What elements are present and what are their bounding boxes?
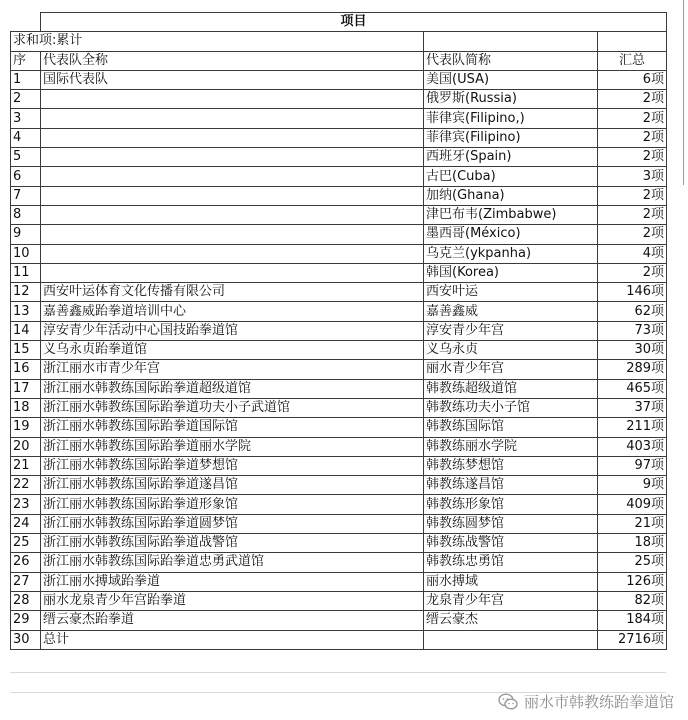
- wechat-icon: [498, 693, 518, 711]
- row-seq: 30: [11, 630, 41, 649]
- row-short-name: 韩教练梦想馆: [424, 456, 598, 475]
- row-short-name: 韩教练超级道馆: [424, 379, 598, 398]
- row-seq: 29: [11, 611, 41, 630]
- row-seq: 22: [11, 476, 41, 495]
- row-total: 97项: [598, 456, 667, 475]
- row-full-name: [41, 186, 424, 205]
- row-total: 37项: [598, 398, 667, 417]
- table-row: [11, 186, 667, 205]
- row-full-name: 义乌永贞跆拳道馆: [41, 341, 424, 360]
- row-short-name: 西安叶运: [424, 283, 598, 302]
- row-seq: 17: [11, 379, 41, 398]
- table-row: [11, 148, 667, 167]
- row-full-name: 浙江丽水韩教练国际跆拳道梦想馆: [41, 456, 424, 475]
- row-total: 2项: [598, 263, 667, 282]
- row-short-name: 龙泉青少年宫: [424, 591, 598, 610]
- row-full-name: 西安叶运体育文化传播有限公司: [41, 283, 424, 302]
- header-full-name: 代表队全称: [41, 51, 424, 70]
- sum-label: 求和项:累计: [11, 32, 424, 51]
- row-seq: 3: [11, 109, 41, 128]
- title-row: [11, 13, 667, 32]
- row-seq: 2: [11, 90, 41, 109]
- row-full-name: 浙江丽水韩教练国际跆拳道形象馆: [41, 495, 424, 514]
- row-full-name: 浙江丽水韩教练国际跆拳道遂昌馆: [41, 476, 424, 495]
- row-short-name: 墨西哥(México): [424, 225, 598, 244]
- row-short-name: 缙云豪杰: [424, 611, 598, 630]
- table-row: [11, 611, 667, 630]
- table-row: [11, 360, 667, 379]
- row-short-name: 韩教练战警馆: [424, 534, 598, 553]
- row-total: 30项: [598, 341, 667, 360]
- table-row: [11, 90, 667, 109]
- row-short-name: [424, 630, 598, 649]
- header-short-name: 代表队简称: [424, 51, 598, 70]
- row-seq: 12: [11, 283, 41, 302]
- row-short-name: 淳安青少年宫: [424, 321, 598, 340]
- row-short-name: 菲律宾(Filipino): [424, 128, 598, 147]
- row-seq: 1: [11, 70, 41, 89]
- row-seq: 19: [11, 418, 41, 437]
- row-short-name: 丽水青少年宫: [424, 360, 598, 379]
- header-seq: 序: [11, 51, 41, 70]
- table-row: [11, 225, 667, 244]
- row-seq: 4: [11, 128, 41, 147]
- row-short-name: 乌克兰(ykpanha): [424, 244, 598, 263]
- row-full-name: 嘉善鑫威跆拳道培训中心: [41, 302, 424, 321]
- row-full-name: [41, 148, 424, 167]
- row-total: 2项: [598, 205, 667, 224]
- row-short-name: 义乌永贞: [424, 341, 598, 360]
- table-row: [11, 591, 667, 610]
- row-total: 409项: [598, 495, 667, 514]
- row-seq: 26: [11, 553, 41, 572]
- row-total: 18项: [598, 534, 667, 553]
- row-full-name: [41, 167, 424, 186]
- table-row: [11, 379, 667, 398]
- row-total: 211项: [598, 418, 667, 437]
- table-row: [11, 109, 667, 128]
- row-total: 2716项: [598, 630, 667, 649]
- table-row: [11, 70, 667, 89]
- row-total: 2项: [598, 225, 667, 244]
- row-full-name: 浙江丽水韩教练国际跆拳道圆梦馆: [41, 514, 424, 533]
- row-short-name: 丽水搏域: [424, 572, 598, 591]
- table-row: [11, 167, 667, 186]
- table-row: [11, 534, 667, 553]
- row-short-name: 韩教练形象馆: [424, 495, 598, 514]
- row-seq: 23: [11, 495, 41, 514]
- table-row: [11, 630, 667, 649]
- row-full-name: 浙江丽水韩教练国际跆拳道丽水学院: [41, 437, 424, 456]
- row-seq: 18: [11, 398, 41, 417]
- row-total: 2项: [598, 90, 667, 109]
- row-short-name: 韩教练忠勇馆: [424, 553, 598, 572]
- row-total: 465项: [598, 379, 667, 398]
- row-short-name: 菲律宾(Filipino,): [424, 109, 598, 128]
- row-short-name: 加纳(Ghana): [424, 186, 598, 205]
- row-full-name: 缙云豪杰跆拳道: [41, 611, 424, 630]
- row-seq: 9: [11, 225, 41, 244]
- table-row: [11, 437, 667, 456]
- row-total: 3项: [598, 167, 667, 186]
- row-seq: 16: [11, 360, 41, 379]
- table-row: [11, 553, 667, 572]
- row-full-name: 丽水龙泉青少年宫跆拳道: [41, 591, 424, 610]
- row-total: 73项: [598, 321, 667, 340]
- row-total: 9项: [598, 476, 667, 495]
- table-row: [11, 128, 667, 147]
- row-full-name: [41, 90, 424, 109]
- row-seq: 28: [11, 591, 41, 610]
- row-full-name: 浙江丽水韩教练国际跆拳道超级道馆: [41, 379, 424, 398]
- row-full-name: 国际代表队: [41, 70, 424, 89]
- watermark-text: 丽水市韩教练跆拳道馆: [523, 693, 674, 711]
- row-total: 184项: [598, 611, 667, 630]
- row-seq: 11: [11, 263, 41, 282]
- row-seq: 10: [11, 244, 41, 263]
- row-total: 146项: [598, 283, 667, 302]
- pivot-table: [10, 12, 667, 650]
- spreadsheet: [10, 12, 666, 650]
- table-row: [11, 398, 667, 417]
- row-total: 2项: [598, 186, 667, 205]
- row-seq: 6: [11, 167, 41, 186]
- row-seq: 7: [11, 186, 41, 205]
- row-short-name: 韩教练丽水学院: [424, 437, 598, 456]
- row-seq: 5: [11, 148, 41, 167]
- row-seq: 25: [11, 534, 41, 553]
- row-total: 82项: [598, 591, 667, 610]
- row-short-name: 韩教练遂昌馆: [424, 476, 598, 495]
- table-row: [11, 476, 667, 495]
- row-full-name: 浙江丽水韩教练国际跆拳道功夫小子武道馆: [41, 398, 424, 417]
- sheet-edge-line: [683, 0, 684, 185]
- table-row: [11, 321, 667, 340]
- row-full-name: [41, 205, 424, 224]
- row-seq: 15: [11, 341, 41, 360]
- row-seq: 20: [11, 437, 41, 456]
- row-total: 21项: [598, 514, 667, 533]
- row-short-name: 俄罗斯(Russia): [424, 90, 598, 109]
- row-full-name: [41, 128, 424, 147]
- row-total: 2项: [598, 109, 667, 128]
- row-seq: 21: [11, 456, 41, 475]
- table-row: [11, 263, 667, 282]
- row-total: 403项: [598, 437, 667, 456]
- row-full-name: 浙江丽水韩教练国际跆拳道忠勇武道馆: [41, 553, 424, 572]
- row-total: 2项: [598, 148, 667, 167]
- row-short-name: 美国(USA): [424, 70, 598, 89]
- row-full-name: [41, 109, 424, 128]
- row-total: 289项: [598, 360, 667, 379]
- row-full-name: 总计: [41, 630, 424, 649]
- table-row: [11, 283, 667, 302]
- row-short-name: 西班牙(Spain): [424, 148, 598, 167]
- table-row: [11, 495, 667, 514]
- row-seq: 13: [11, 302, 41, 321]
- row-total: 25项: [598, 553, 667, 572]
- row-full-name: 浙江丽水韩教练国际跆拳道国际馆: [41, 418, 424, 437]
- row-full-name: 淳安青少年活动中心国技跆拳道馆: [41, 321, 424, 340]
- row-short-name: 古巴(Cuba): [424, 167, 598, 186]
- table-row: [11, 418, 667, 437]
- row-seq: 24: [11, 514, 41, 533]
- row-full-name: 浙江丽水韩教练国际跆拳道战警馆: [41, 534, 424, 553]
- table-row: [11, 205, 667, 224]
- sum-label-row: [11, 32, 667, 51]
- header-total: 汇总: [598, 51, 667, 70]
- row-short-name: 韩教练功夫小子馆: [424, 398, 598, 417]
- row-total: 126项: [598, 572, 667, 591]
- table-row: [11, 456, 667, 475]
- row-seq: 8: [11, 205, 41, 224]
- row-short-name: 韩国(Korea): [424, 263, 598, 282]
- row-short-name: 韩教练圆梦馆: [424, 514, 598, 533]
- watermark: [498, 691, 674, 712]
- row-seq: 14: [11, 321, 41, 340]
- row-short-name: 嘉善鑫威: [424, 302, 598, 321]
- table-row: [11, 302, 667, 321]
- row-full-name: [41, 244, 424, 263]
- row-short-name: 韩教练国际馆: [424, 418, 598, 437]
- table-row: [11, 341, 667, 360]
- row-full-name: [41, 263, 424, 282]
- row-total: 62项: [598, 302, 667, 321]
- row-full-name: 浙江丽水市青少年宫: [41, 360, 424, 379]
- table-title: 项目: [41, 13, 667, 32]
- row-short-name: 津巴布韦(Zimbabwe): [424, 205, 598, 224]
- row-total: 4项: [598, 244, 667, 263]
- row-full-name: 浙江丽水搏域跆拳道: [41, 572, 424, 591]
- row-total: 6项: [598, 70, 667, 89]
- table-row: [11, 572, 667, 591]
- table-row: [11, 514, 667, 533]
- table-row: [11, 244, 667, 263]
- row-total: 2项: [598, 128, 667, 147]
- header-row: [11, 51, 667, 70]
- row-seq: 27: [11, 572, 41, 591]
- row-full-name: [41, 225, 424, 244]
